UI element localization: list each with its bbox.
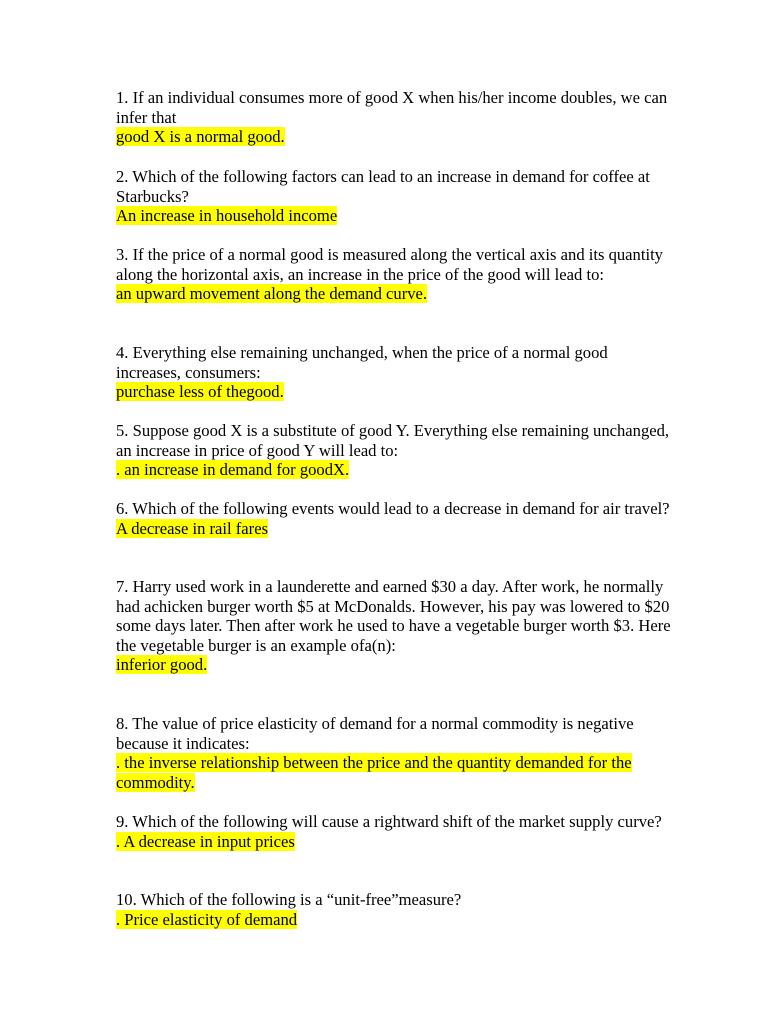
answer-highlight	[116, 206, 676, 226]
question-block-10	[116, 890, 676, 929]
question-block-9	[116, 812, 676, 851]
question-text: 6. Which of the following events would lead to a decrease in demand for air travel?	[116, 499, 670, 518]
answer-highlight	[116, 910, 676, 930]
question-text: 2. Which of the following factors can lead to an increase in demand for coffee at Starbucks?	[116, 167, 650, 206]
question-text: 3. If the price of a normal good is measured along the vertical axis and its quantity along the horizontal axis, an increase in the price of the good will lead to:	[116, 245, 663, 284]
answer-highlight	[116, 382, 676, 402]
question-text: 1. If an individual consumes more of good X when his/her income doubles, we can infer that	[116, 88, 668, 127]
question-text: 8. The value of price elasticity of demand for a normal commodity is negative because it indicates:	[116, 714, 634, 753]
answer-text: An increase in household income	[116, 206, 338, 226]
answer-text: A decrease in rail fares	[116, 518, 269, 538]
answer-highlight	[116, 655, 676, 675]
question-block-1	[116, 88, 676, 147]
answer-highlight	[116, 460, 676, 480]
answer-text: . the inverse relationship between the price and the quantity demanded for the commodity.	[116, 753, 632, 792]
question-text: 9. Which of the following will cause a rightward shift of the market supply curve?	[116, 812, 662, 831]
question-text: 4. Everything else remaining unchanged, when the price of a normal good increases, consumers:	[116, 343, 608, 382]
question-block-8	[116, 714, 676, 792]
question-block-6	[116, 499, 676, 538]
question-block-4	[116, 343, 676, 402]
answer-text: inferior good.	[116, 655, 208, 675]
answer-text: an upward movement along the demand curve.	[116, 284, 428, 304]
question-text: 7. Harry used work in a launderette and earned $30 a day. After work, he normally had achicken burger worth $5 at McDonalds. However, his pay was lowered to $20 some days later. Then after work he used to have a vegetable burger worth $3. Here the vegetable burger is an example ofa(n):	[116, 577, 671, 655]
question-block-7	[116, 577, 676, 675]
answer-highlight	[116, 127, 676, 147]
question-text: 10. Which of the following is a “unit-free”measure?	[116, 890, 462, 909]
answer-text: . A decrease in input prices	[116, 831, 295, 851]
answer-highlight	[116, 519, 676, 539]
question-block-2	[116, 167, 676, 226]
question-text: 5. Suppose good X is a substitute of good Y. Everything else remaining unchanged, an increase in price of good Y will lead to:	[116, 421, 670, 460]
question-block-3	[116, 245, 676, 304]
answer-highlight	[116, 284, 676, 304]
answer-highlight	[116, 832, 676, 852]
answer-text: good X is a normal good.	[116, 127, 285, 147]
answer-text: purchase less of thegood.	[116, 382, 284, 402]
answer-highlight	[116, 753, 676, 792]
answer-text: . Price elasticity of demand	[116, 909, 298, 929]
answer-text: . an increase in demand for goodX.	[116, 460, 350, 480]
question-block-5	[116, 421, 676, 480]
